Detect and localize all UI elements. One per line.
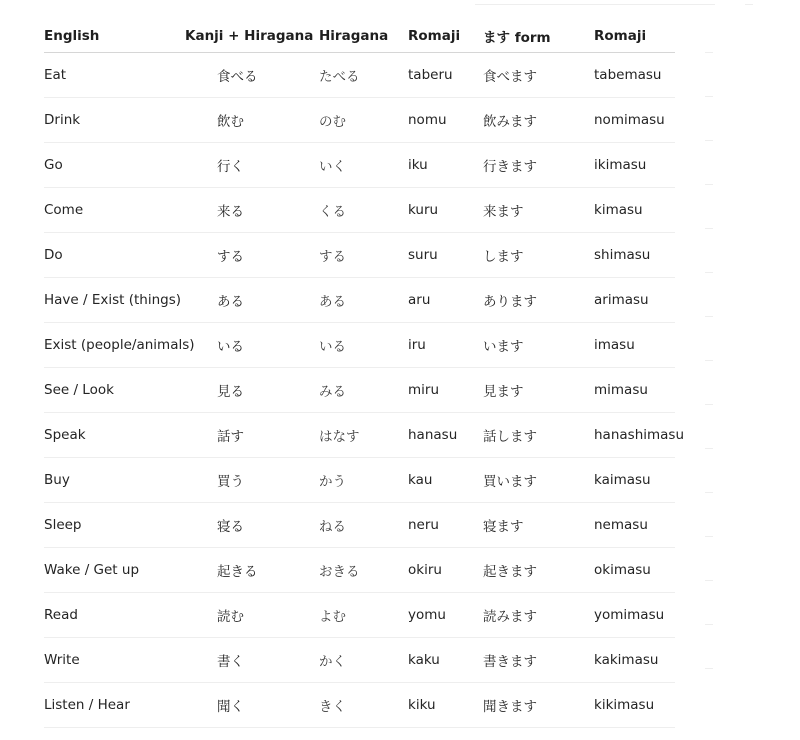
cell-romaji: kaku xyxy=(408,638,483,683)
cell-hiragana: のむ xyxy=(319,98,408,143)
table-header-row xyxy=(44,20,675,53)
cell-masu-romaji: shimasu xyxy=(594,233,675,278)
cell-english: See / Look xyxy=(44,368,185,413)
row-divider-stub xyxy=(705,361,713,405)
table-row xyxy=(44,638,675,683)
cell-kanji: 聞く xyxy=(185,683,319,728)
cell-english: Drink xyxy=(44,98,185,143)
cell-hiragana: はなす xyxy=(319,413,408,458)
header-hiragana: Hiragana xyxy=(319,20,408,53)
cell-romaji: yomu xyxy=(408,593,483,638)
row-divider-stub xyxy=(705,493,713,537)
table-row xyxy=(44,233,675,278)
row-divider-stub xyxy=(705,537,713,581)
table-row xyxy=(44,188,675,233)
cell-romaji: suru xyxy=(408,233,483,278)
cell-hiragana: きく xyxy=(319,683,408,728)
cell-masu-form: 来ます xyxy=(483,188,594,233)
cell-romaji: aru xyxy=(408,278,483,323)
table-row xyxy=(44,548,675,593)
cell-masu-romaji: ikimasu xyxy=(594,143,675,188)
cell-hiragana: くる xyxy=(319,188,408,233)
cell-masu-form: います xyxy=(483,323,594,368)
table-body xyxy=(44,53,685,728)
cell-masu-romaji: yomimasu xyxy=(594,593,675,638)
cell-masu-romaji: okimasu xyxy=(594,548,675,593)
table-row xyxy=(44,368,675,413)
cell-hiragana: いく xyxy=(319,143,408,188)
cell-masu-form: 行きます xyxy=(483,143,594,188)
cell-hiragana: する xyxy=(319,233,408,278)
top-divider xyxy=(475,4,715,5)
top-divider-tick xyxy=(745,4,753,5)
header-romaji: Romaji xyxy=(408,20,483,53)
cell-romaji: iru xyxy=(408,323,483,368)
cell-hiragana: いる xyxy=(319,323,408,368)
cell-masu-form: あります xyxy=(483,278,594,323)
table-row xyxy=(44,323,675,368)
table-row xyxy=(44,593,675,638)
cell-masu-romaji: kakimasu xyxy=(594,638,675,683)
cell-kanji: 飲む xyxy=(185,98,319,143)
cell-romaji: hanasu xyxy=(408,413,483,458)
cell-kanji: する xyxy=(185,233,319,278)
row-divider-stub xyxy=(705,141,713,185)
cell-hiragana: たべる xyxy=(319,53,408,98)
cell-romaji: kuru xyxy=(408,188,483,233)
cell-hiragana: ねる xyxy=(319,503,408,548)
cell-kanji: 寝る xyxy=(185,503,319,548)
cell-masu-romaji: nemasu xyxy=(594,503,675,548)
cell-romaji: taberu xyxy=(408,53,483,98)
table-row xyxy=(44,413,675,458)
table-row xyxy=(44,98,675,143)
cell-masu-form: 書きます xyxy=(483,638,594,683)
cell-masu-romaji: hanashimasu xyxy=(594,413,675,458)
verb-vocabulary-table xyxy=(44,20,685,728)
cell-masu-form: します xyxy=(483,233,594,278)
cell-hiragana: ある xyxy=(319,278,408,323)
header-kanji-hiragana: Kanji + Hiragana xyxy=(185,20,319,53)
row-divider-stub xyxy=(705,581,713,625)
header-masu-romaji: Romaji xyxy=(594,20,675,53)
row-divider-stub xyxy=(705,97,713,141)
row-divider-stub xyxy=(705,449,713,493)
cell-kanji: 来る xyxy=(185,188,319,233)
cell-masu-form: 起きます xyxy=(483,548,594,593)
row-divider-stub xyxy=(705,53,713,97)
cell-masu-romaji: nomimasu xyxy=(594,98,675,143)
cell-hiragana: かく xyxy=(319,638,408,683)
row-divider-stub xyxy=(705,317,713,361)
cell-english: Sleep xyxy=(44,503,185,548)
cell-masu-form: 聞きます xyxy=(483,683,594,728)
cell-kanji: 読む xyxy=(185,593,319,638)
cell-english: Go xyxy=(44,143,185,188)
cell-hiragana: みる xyxy=(319,368,408,413)
right-row-dividers xyxy=(705,52,713,669)
cell-english: Read xyxy=(44,593,185,638)
table-row xyxy=(44,53,675,98)
row-divider-stub xyxy=(705,405,713,449)
cell-english: Have / Exist (things) xyxy=(44,278,185,323)
table-row xyxy=(44,503,675,548)
cell-kanji: いる xyxy=(185,323,319,368)
cell-kanji: 書く xyxy=(185,638,319,683)
table-row xyxy=(44,458,675,503)
table-row xyxy=(44,683,675,728)
cell-romaji: nomu xyxy=(408,98,483,143)
cell-kanji: 話す xyxy=(185,413,319,458)
cell-masu-romaji: kaimasu xyxy=(594,458,675,503)
cell-english: Come xyxy=(44,188,185,233)
cell-kanji: ある xyxy=(185,278,319,323)
cell-masu-form: 話します xyxy=(483,413,594,458)
cell-romaji: kau xyxy=(408,458,483,503)
cell-romaji: miru xyxy=(408,368,483,413)
header-english: English xyxy=(44,20,185,53)
cell-english: Listen / Hear xyxy=(44,683,185,728)
cell-kanji: 買う xyxy=(185,458,319,503)
cell-hiragana: かう xyxy=(319,458,408,503)
cell-kanji: 食べる xyxy=(185,53,319,98)
cell-hiragana: おきる xyxy=(319,548,408,593)
cell-masu-romaji: imasu xyxy=(594,323,675,368)
cell-english: Speak xyxy=(44,413,185,458)
cell-masu-form: 寝ます xyxy=(483,503,594,548)
table-row xyxy=(44,143,675,188)
row-divider-stub xyxy=(705,185,713,229)
cell-masu-form: 読みます xyxy=(483,593,594,638)
cell-english: Eat xyxy=(44,53,185,98)
cell-kanji: 見る xyxy=(185,368,319,413)
cell-kanji: 行く xyxy=(185,143,319,188)
cell-english: Buy xyxy=(44,458,185,503)
cell-english: Do xyxy=(44,233,185,278)
cell-english: Write xyxy=(44,638,185,683)
table-row xyxy=(44,278,675,323)
row-divider-stub xyxy=(705,625,713,669)
cell-masu-form: 食べます xyxy=(483,53,594,98)
cell-romaji: neru xyxy=(408,503,483,548)
cell-masu-romaji: kimasu xyxy=(594,188,675,233)
header-masu-form: ます form xyxy=(483,20,594,53)
cell-romaji: kiku xyxy=(408,683,483,728)
cell-masu-form: 飲みます xyxy=(483,98,594,143)
cell-masu-form: 見ます xyxy=(483,368,594,413)
row-divider-stub xyxy=(705,273,713,317)
cell-hiragana: よむ xyxy=(319,593,408,638)
cell-romaji: okiru xyxy=(408,548,483,593)
cell-romaji: iku xyxy=(408,143,483,188)
cell-masu-form: 買います xyxy=(483,458,594,503)
cell-masu-romaji: mimasu xyxy=(594,368,675,413)
cell-kanji: 起きる xyxy=(185,548,319,593)
cell-masu-romaji: tabemasu xyxy=(594,53,675,98)
cell-masu-romaji: arimasu xyxy=(594,278,675,323)
cell-masu-romaji: kikimasu xyxy=(594,683,675,728)
cell-english: Exist (people/animals) xyxy=(44,323,185,368)
cell-english: Wake / Get up xyxy=(44,548,185,593)
row-divider-stub xyxy=(705,229,713,273)
